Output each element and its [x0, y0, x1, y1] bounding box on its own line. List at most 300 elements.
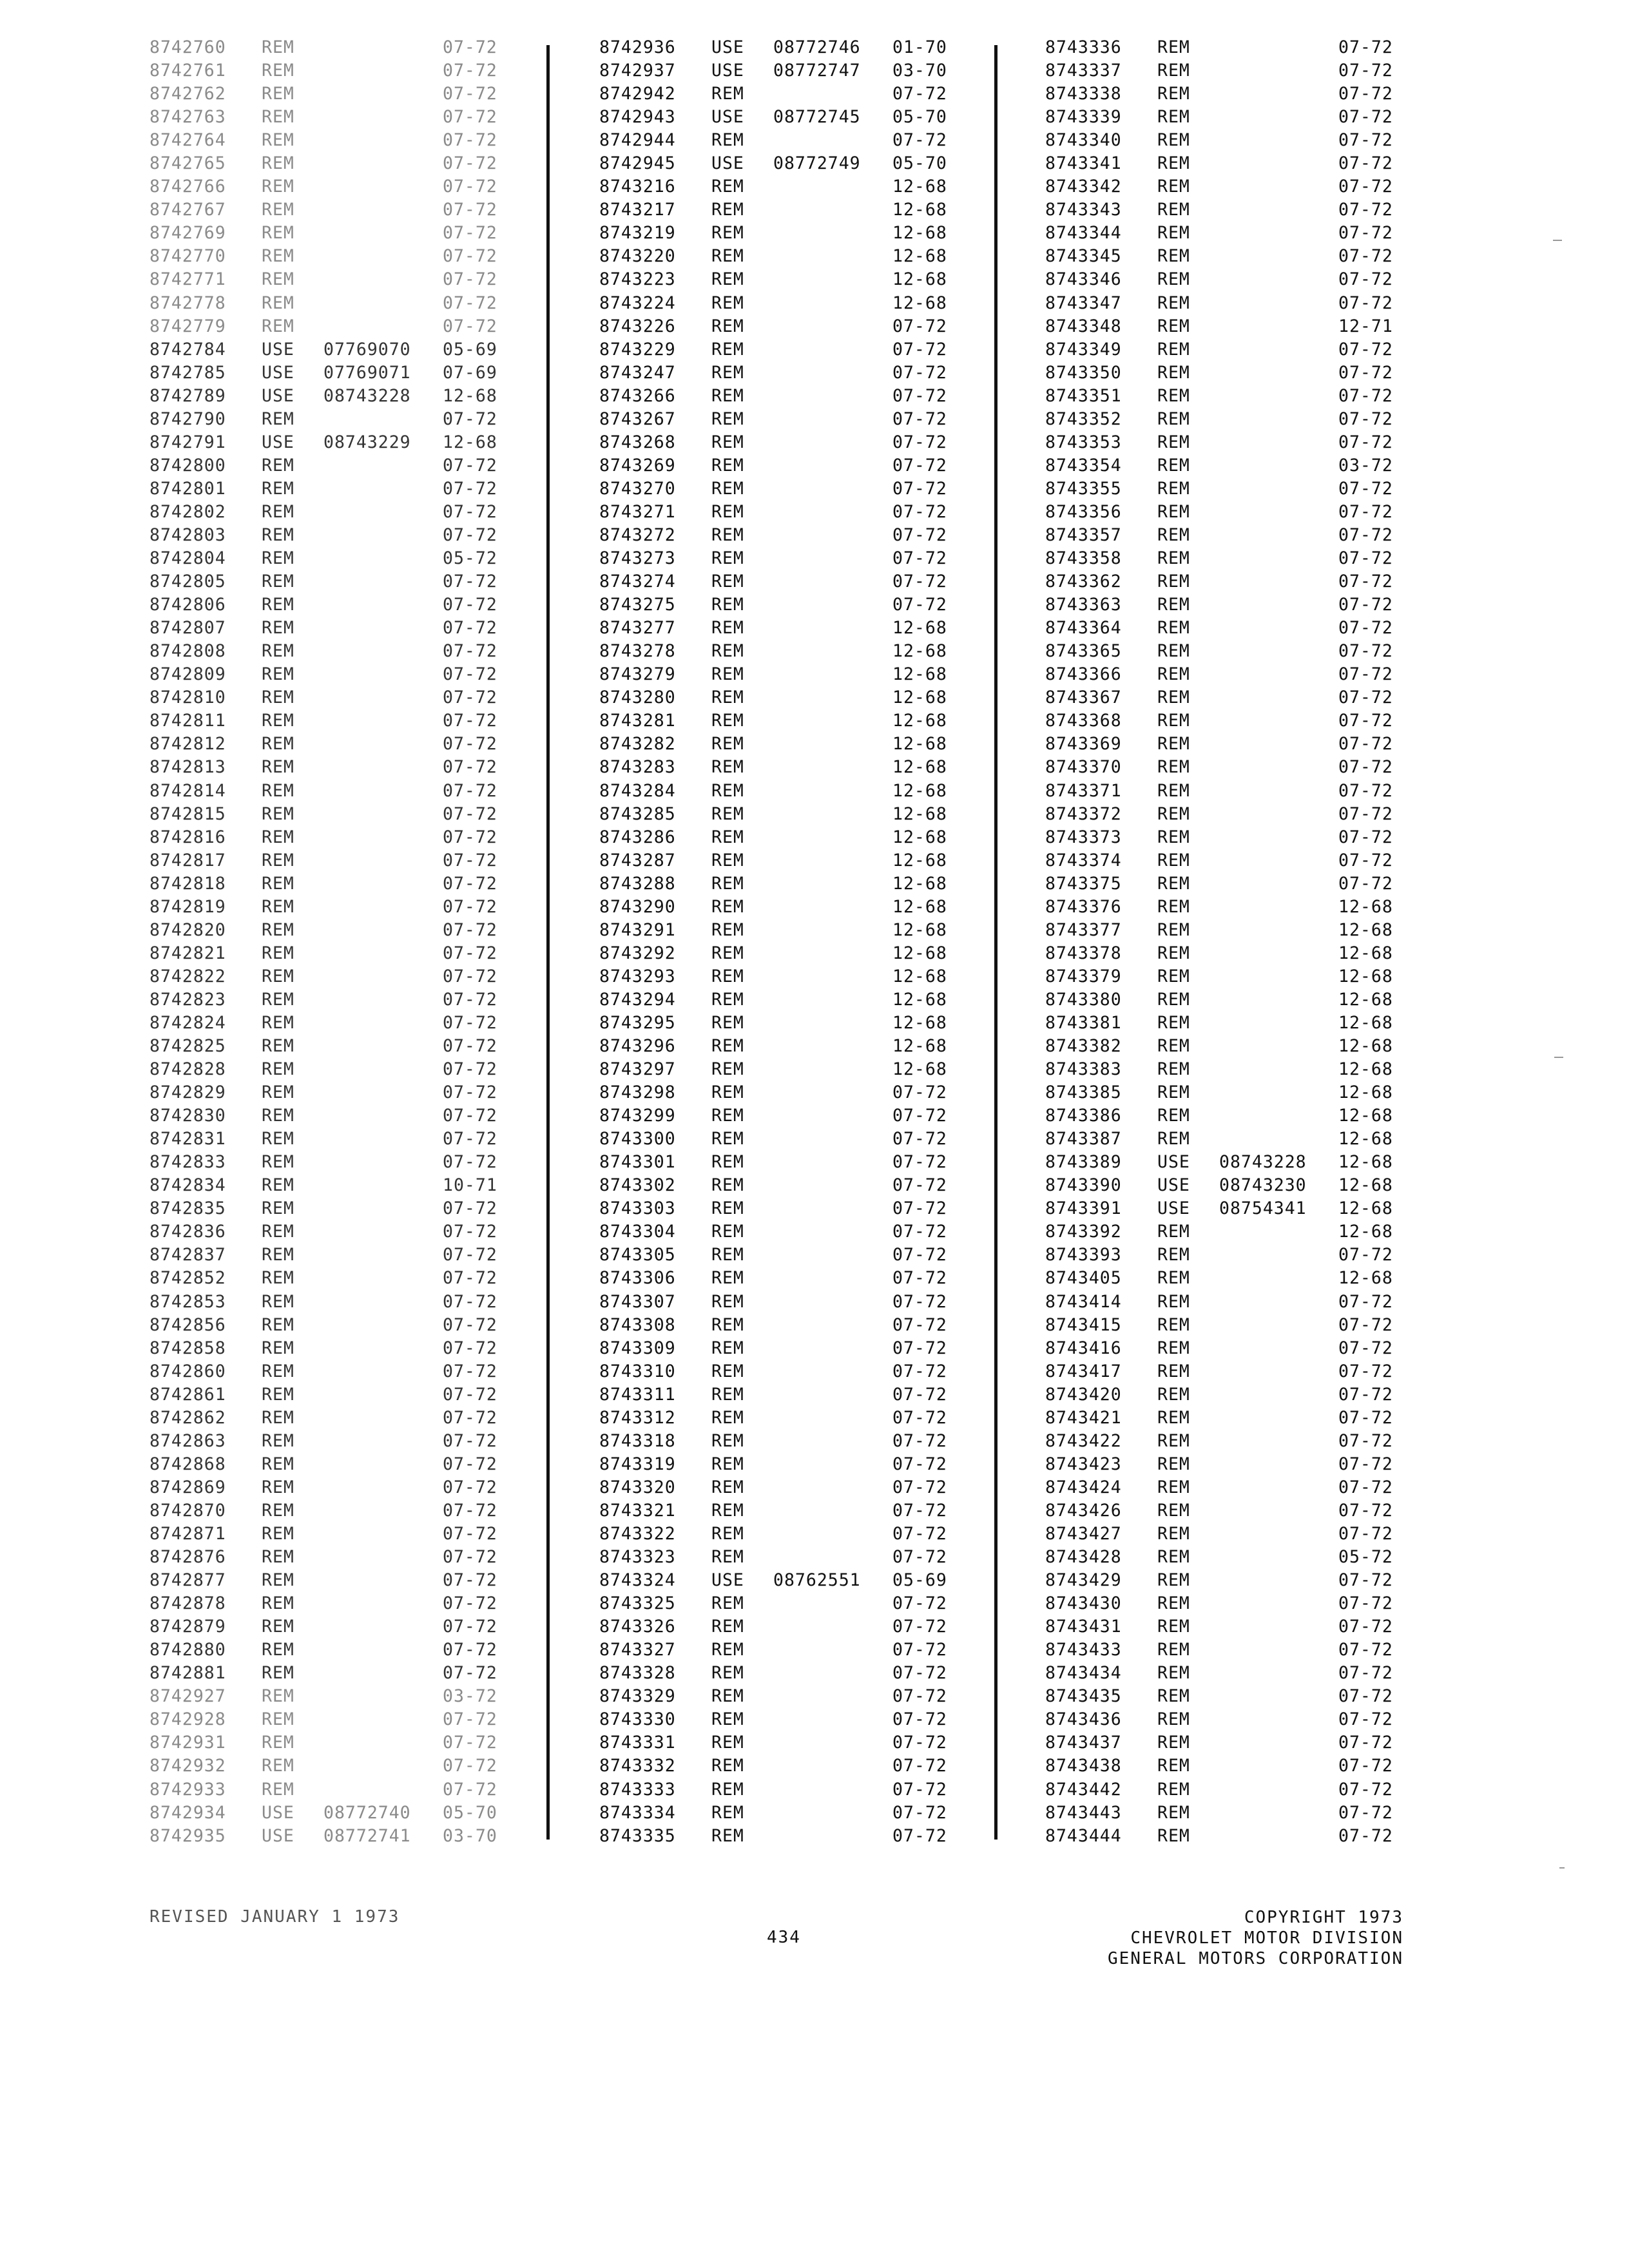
part-number: 8742830	[149, 1106, 226, 1126]
part-number: 8743374	[1045, 850, 1122, 870]
status-code: REM	[1157, 1268, 1190, 1289]
part-number: 8743288	[599, 873, 676, 894]
effective-date: 07-72	[443, 1245, 497, 1265]
status-code: REM	[1157, 1059, 1190, 1080]
effective-date: 07-72	[1338, 850, 1393, 870]
part-number: 8743293	[599, 966, 676, 986]
status-code: REM	[711, 246, 744, 267]
status-code: REM	[262, 223, 294, 244]
part-number: 8742809	[149, 664, 226, 685]
effective-date: 07-72	[892, 455, 947, 476]
status-code: REM	[262, 1756, 294, 1776]
part-number: 8742823	[149, 989, 226, 1010]
status-code: REM	[711, 1500, 744, 1521]
effective-date: 07-72	[443, 1036, 497, 1057]
effective-date: 07-72	[443, 524, 497, 545]
effective-date: 07-72	[1338, 153, 1393, 174]
status-code: REM	[711, 1036, 744, 1057]
part-number: 8743282	[599, 734, 676, 754]
part-number: 8742871	[149, 1524, 226, 1544]
part-number: 8743354	[1045, 455, 1122, 476]
status-code: REM	[1157, 316, 1190, 336]
part-number: 8743247	[599, 362, 676, 383]
part-number: 8743338	[1045, 84, 1122, 104]
part-number: 8742858	[149, 1338, 226, 1358]
part-number: 8743367	[1045, 687, 1122, 708]
effective-date: 07-72	[443, 478, 497, 499]
replacement-part-number: 08743228	[323, 385, 411, 406]
part-number: 8743436	[1045, 1709, 1122, 1730]
status-code: REM	[711, 1640, 744, 1660]
effective-date: 07-72	[892, 1407, 947, 1428]
effective-date: 07-72	[1338, 1454, 1393, 1474]
part-number: 8743346	[1045, 269, 1122, 290]
effective-date: 12-68	[1338, 1222, 1393, 1242]
effective-date: 07-72	[443, 293, 497, 313]
effective-date: 07-72	[443, 1454, 497, 1474]
status-code: USE	[711, 37, 744, 57]
effective-date: 07-72	[1338, 1663, 1393, 1684]
status-code: REM	[262, 1547, 294, 1568]
status-code: REM	[711, 200, 744, 220]
status-code: USE	[1157, 1152, 1190, 1173]
effective-date: 07-72	[443, 850, 497, 870]
status-code: REM	[711, 1686, 744, 1707]
part-number: 8743270	[599, 478, 676, 499]
part-number: 8742791	[149, 432, 226, 452]
part-number: 8742766	[149, 177, 226, 197]
part-number: 8743383	[1045, 1059, 1122, 1080]
effective-date: 12-68	[892, 711, 947, 731]
part-number: 8742931	[149, 1733, 226, 1753]
status-code: REM	[1157, 572, 1190, 592]
effective-date: 07-72	[443, 687, 497, 708]
status-code: REM	[262, 1129, 294, 1149]
effective-date: 07-72	[443, 1106, 497, 1126]
part-number: 8743320	[599, 1477, 676, 1497]
part-number: 8743283	[599, 757, 676, 778]
status-code: REM	[711, 757, 744, 778]
status-code: REM	[262, 1500, 294, 1521]
status-code: REM	[1157, 130, 1190, 151]
part-number: 8742819	[149, 896, 226, 917]
effective-date: 07-72	[1338, 1384, 1393, 1405]
effective-date: 07-72	[443, 1477, 497, 1497]
effective-date: 07-72	[892, 1756, 947, 1776]
effective-date: 07-72	[443, 1407, 497, 1428]
effective-date: 07-72	[443, 1059, 497, 1080]
part-number: 8743280	[599, 687, 676, 708]
effective-date: 12-68	[1338, 1268, 1393, 1289]
part-number: 8742868	[149, 1454, 226, 1474]
part-number: 8743274	[599, 572, 676, 592]
effective-date: 07-72	[443, 1082, 497, 1103]
part-number: 8743349	[1045, 339, 1122, 360]
part-number: 8742821	[149, 943, 226, 963]
status-code: REM	[711, 711, 744, 731]
status-code: REM	[711, 1222, 744, 1242]
status-code: REM	[711, 84, 744, 104]
status-code: REM	[1157, 803, 1190, 824]
effective-date: 07-72	[443, 130, 497, 151]
effective-date: 12-68	[892, 780, 947, 801]
status-code: REM	[711, 1129, 744, 1149]
part-number: 8742764	[149, 130, 226, 151]
status-code: REM	[711, 1407, 744, 1428]
status-code: REM	[262, 1593, 294, 1614]
part-number: 8743424	[1045, 1477, 1122, 1497]
effective-date: 12-68	[892, 943, 947, 963]
status-code: REM	[711, 1802, 744, 1823]
part-number: 8743362	[1045, 572, 1122, 592]
part-number: 8743350	[1045, 362, 1122, 383]
effective-date: 07-72	[1338, 1245, 1393, 1265]
status-code: REM	[1157, 1361, 1190, 1381]
status-code: REM	[711, 1291, 744, 1312]
status-code: REM	[711, 177, 744, 197]
status-code: REM	[1157, 1733, 1190, 1753]
status-code: REM	[1157, 1756, 1190, 1776]
effective-date: 12-68	[892, 803, 947, 824]
part-number: 8742945	[599, 153, 676, 174]
part-number: 8742811	[149, 711, 226, 731]
part-number: 8743304	[599, 1222, 676, 1242]
status-code: REM	[1157, 61, 1190, 81]
effective-date: 07-72	[892, 339, 947, 360]
part-number: 8743377	[1045, 919, 1122, 940]
status-code: REM	[711, 1524, 744, 1544]
status-code: REM	[262, 1175, 294, 1196]
part-number: 8743381	[1045, 1012, 1122, 1033]
effective-date: 12-68	[892, 919, 947, 940]
part-number: 8743217	[599, 200, 676, 220]
effective-date: 10-71	[443, 1175, 497, 1196]
status-code: REM	[262, 177, 294, 197]
effective-date: 07-72	[1338, 37, 1393, 57]
effective-date: 07-72	[892, 1361, 947, 1381]
status-code: REM	[262, 501, 294, 522]
effective-date: 07-72	[443, 943, 497, 963]
effective-date: 05-72	[1338, 1547, 1393, 1568]
status-code: REM	[262, 1524, 294, 1544]
effective-date: 07-72	[892, 1663, 947, 1684]
part-number: 8743319	[599, 1454, 676, 1474]
part-number: 8743391	[1045, 1198, 1122, 1219]
effective-date: 12-68	[1338, 943, 1393, 963]
effective-date: 07-72	[1338, 1756, 1393, 1776]
part-number: 8743216	[599, 177, 676, 197]
effective-date: 07-72	[1338, 1500, 1393, 1521]
status-code: REM	[1157, 595, 1190, 615]
effective-date: 07-72	[1338, 757, 1393, 778]
part-number: 8742818	[149, 873, 226, 894]
replacement-part-number: 08772740	[323, 1802, 411, 1823]
effective-date: 07-72	[443, 1617, 497, 1637]
status-code: REM	[711, 572, 744, 592]
part-number: 8743229	[599, 339, 676, 360]
effective-date: 07-72	[1338, 1314, 1393, 1335]
status-code: REM	[711, 896, 744, 917]
effective-date: 07-72	[443, 711, 497, 731]
status-code: REM	[262, 1036, 294, 1057]
part-number: 8743356	[1045, 501, 1122, 522]
status-code: REM	[1157, 1593, 1190, 1614]
replacement-part-number: 08772749	[773, 153, 861, 174]
status-code: REM	[711, 1198, 744, 1219]
status-code: REM	[711, 269, 744, 290]
effective-date: 07-72	[1338, 1617, 1393, 1637]
status-code: REM	[1157, 780, 1190, 801]
effective-date: 07-72	[1338, 1593, 1393, 1614]
effective-date: 07-72	[1338, 1733, 1393, 1753]
effective-date: 07-72	[1338, 827, 1393, 847]
status-code: REM	[262, 1152, 294, 1173]
effective-date: 12-68	[443, 432, 497, 452]
effective-date: 07-72	[892, 1524, 947, 1544]
status-code: REM	[711, 1245, 744, 1265]
effective-date: 07-72	[892, 1245, 947, 1265]
part-number: 8742824	[149, 1012, 226, 1033]
effective-date: 07-72	[892, 316, 947, 336]
part-number: 8743376	[1045, 896, 1122, 917]
part-number: 8743393	[1045, 1245, 1122, 1265]
part-number: 8743345	[1045, 246, 1122, 267]
effective-date: 12-68	[892, 1012, 947, 1033]
status-code: REM	[262, 1082, 294, 1103]
part-number: 8742879	[149, 1617, 226, 1637]
status-code: REM	[262, 1407, 294, 1428]
effective-date: 07-72	[1338, 780, 1393, 801]
effective-date: 07-72	[443, 84, 497, 104]
copyright-line: CHEVROLET MOTOR DIVISION	[1130, 1928, 1403, 1948]
effective-date: 12-68	[892, 873, 947, 894]
part-number: 8743426	[1045, 1500, 1122, 1521]
effective-date: 07-72	[892, 478, 947, 499]
part-number: 8743355	[1045, 478, 1122, 499]
part-number: 8743344	[1045, 223, 1122, 244]
status-code: REM	[262, 641, 294, 662]
status-code: REM	[1157, 223, 1190, 244]
effective-date: 07-72	[1338, 84, 1393, 104]
status-code: REM	[262, 734, 294, 754]
replacement-part-number: 08772746	[773, 37, 861, 57]
status-code: REM	[262, 1198, 294, 1219]
effective-date: 07-72	[443, 455, 497, 476]
part-number: 8743358	[1045, 548, 1122, 569]
part-number: 8743275	[599, 595, 676, 615]
effective-date: 07-72	[892, 1152, 947, 1173]
status-code: REM	[262, 943, 294, 963]
status-code: REM	[1157, 734, 1190, 754]
effective-date: 12-68	[1338, 1106, 1393, 1126]
effective-date: 07-72	[443, 1709, 497, 1730]
part-number: 8743291	[599, 919, 676, 940]
status-code: REM	[262, 711, 294, 731]
effective-date: 12-68	[1338, 1129, 1393, 1149]
status-code: REM	[711, 1779, 744, 1800]
effective-date: 07-72	[443, 153, 497, 174]
effective-date: 07-72	[892, 130, 947, 151]
part-number: 8742944	[599, 130, 676, 151]
effective-date: 12-68	[892, 200, 947, 220]
effective-date: 05-70	[892, 153, 947, 174]
status-code: REM	[711, 1059, 744, 1080]
status-code: REM	[1157, 1477, 1190, 1497]
part-number: 8742876	[149, 1547, 226, 1568]
part-number: 8743301	[599, 1152, 676, 1173]
status-code: REM	[262, 316, 294, 336]
part-number: 8742933	[149, 1779, 226, 1800]
status-code: REM	[262, 1686, 294, 1707]
status-code: USE	[1157, 1198, 1190, 1219]
effective-date: 07-72	[443, 919, 497, 940]
part-number: 8743414	[1045, 1291, 1122, 1312]
status-code: USE	[711, 107, 744, 128]
part-number: 8742778	[149, 293, 226, 313]
effective-date: 12-68	[892, 664, 947, 685]
status-code: REM	[262, 664, 294, 685]
effective-date: 12-68	[892, 1036, 947, 1057]
part-number: 8742817	[149, 850, 226, 870]
effective-date: 07-72	[443, 37, 497, 57]
status-code: USE	[262, 385, 294, 406]
status-code: REM	[262, 919, 294, 940]
effective-date: 07-72	[892, 1617, 947, 1637]
part-number: 8743353	[1045, 432, 1122, 452]
status-code: REM	[1157, 1245, 1190, 1265]
status-code: REM	[262, 687, 294, 708]
effective-date: 03-72	[443, 1686, 497, 1707]
part-number: 8743443	[1045, 1802, 1122, 1823]
status-code: REM	[1157, 896, 1190, 917]
part-number: 8743387	[1045, 1129, 1122, 1149]
status-code: REM	[1157, 84, 1190, 104]
part-number: 8742810	[149, 687, 226, 708]
effective-date: 07-72	[1338, 734, 1393, 754]
status-code: REM	[711, 641, 744, 662]
part-number: 8743427	[1045, 1524, 1122, 1544]
effective-date: 07-72	[443, 1640, 497, 1660]
effective-date: 07-72	[443, 1314, 497, 1335]
part-number: 8743405	[1045, 1268, 1122, 1289]
status-code: REM	[1157, 1430, 1190, 1451]
part-number: 8743303	[599, 1198, 676, 1219]
part-number: 8743365	[1045, 641, 1122, 662]
effective-date: 07-72	[892, 1709, 947, 1730]
status-code: REM	[711, 432, 744, 452]
part-number: 8742828	[149, 1059, 226, 1080]
part-number: 8742861	[149, 1384, 226, 1405]
effective-date: 07-72	[1338, 1291, 1393, 1312]
part-number: 8743294	[599, 989, 676, 1010]
status-code: REM	[1157, 1106, 1190, 1126]
effective-date: 07-72	[1338, 664, 1393, 685]
effective-date: 07-72	[443, 1779, 497, 1800]
status-code: REM	[711, 455, 744, 476]
effective-date: 07-72	[892, 1593, 947, 1614]
status-code: REM	[1157, 153, 1190, 174]
status-code: REM	[711, 1825, 744, 1846]
status-code: REM	[711, 1477, 744, 1497]
effective-date: 07-72	[1338, 572, 1393, 592]
part-number: 8743321	[599, 1500, 676, 1521]
status-code: REM	[1157, 1384, 1190, 1405]
effective-date: 12-68	[892, 896, 947, 917]
status-code: REM	[1157, 293, 1190, 313]
part-number: 8743328	[599, 1663, 676, 1684]
part-number: 8743385	[1045, 1082, 1122, 1103]
status-code: REM	[711, 1709, 744, 1730]
status-code: REM	[1157, 711, 1190, 731]
copyright-line: COPYRIGHT 1973	[1244, 1908, 1403, 1927]
effective-date: 12-68	[1338, 1059, 1393, 1080]
status-code: REM	[1157, 1663, 1190, 1684]
status-code: REM	[1157, 1338, 1190, 1358]
part-number: 8743371	[1045, 780, 1122, 801]
part-number: 8742807	[149, 618, 226, 639]
part-number: 8742829	[149, 1082, 226, 1103]
part-number: 8743295	[599, 1012, 676, 1033]
status-code: REM	[262, 61, 294, 81]
status-code: REM	[1157, 107, 1190, 128]
part-number: 8742785	[149, 362, 226, 383]
part-number: 8743309	[599, 1338, 676, 1358]
effective-date: 07-72	[892, 1640, 947, 1660]
effective-date: 07-72	[1338, 1640, 1393, 1660]
part-number: 8742928	[149, 1709, 226, 1730]
effective-date: 07-72	[1338, 873, 1393, 894]
effective-date: 07-72	[443, 1012, 497, 1033]
status-code: REM	[711, 734, 744, 754]
effective-date: 07-72	[443, 177, 497, 197]
part-number: 8742803	[149, 524, 226, 545]
replacement-part-number: 08772741	[323, 1825, 411, 1846]
part-number: 8743269	[599, 455, 676, 476]
part-number: 8742784	[149, 339, 226, 360]
part-number: 8743318	[599, 1430, 676, 1451]
part-number: 8742822	[149, 966, 226, 986]
effective-date: 07-72	[443, 664, 497, 685]
effective-date: 12-68	[1338, 1082, 1393, 1103]
part-number: 8743323	[599, 1547, 676, 1568]
replacement-part-number: 08762551	[773, 1570, 861, 1591]
status-code: USE	[262, 339, 294, 360]
effective-date: 07-72	[1338, 269, 1393, 290]
status-code: REM	[1157, 1082, 1190, 1103]
effective-date: 12-68	[892, 850, 947, 870]
part-number: 8742869	[149, 1477, 226, 1497]
status-code: REM	[262, 130, 294, 151]
status-code: REM	[1157, 1547, 1190, 1568]
part-number: 8743372	[1045, 803, 1122, 824]
status-code: REM	[711, 385, 744, 406]
part-number: 8743292	[599, 943, 676, 963]
status-code: REM	[1157, 1314, 1190, 1335]
part-number: 8743435	[1045, 1686, 1122, 1707]
part-number: 8742942	[599, 84, 676, 104]
part-number: 8742863	[149, 1430, 226, 1451]
part-number: 8742814	[149, 780, 226, 801]
status-code: REM	[1157, 827, 1190, 847]
status-code: REM	[1157, 246, 1190, 267]
scan-speck	[1553, 240, 1562, 241]
part-number: 8742802	[149, 501, 226, 522]
part-number: 8743311	[599, 1384, 676, 1405]
part-number: 8743378	[1045, 943, 1122, 963]
effective-date: 07-72	[1338, 1686, 1393, 1707]
part-number: 8743329	[599, 1686, 676, 1707]
part-number: 8743341	[1045, 153, 1122, 174]
